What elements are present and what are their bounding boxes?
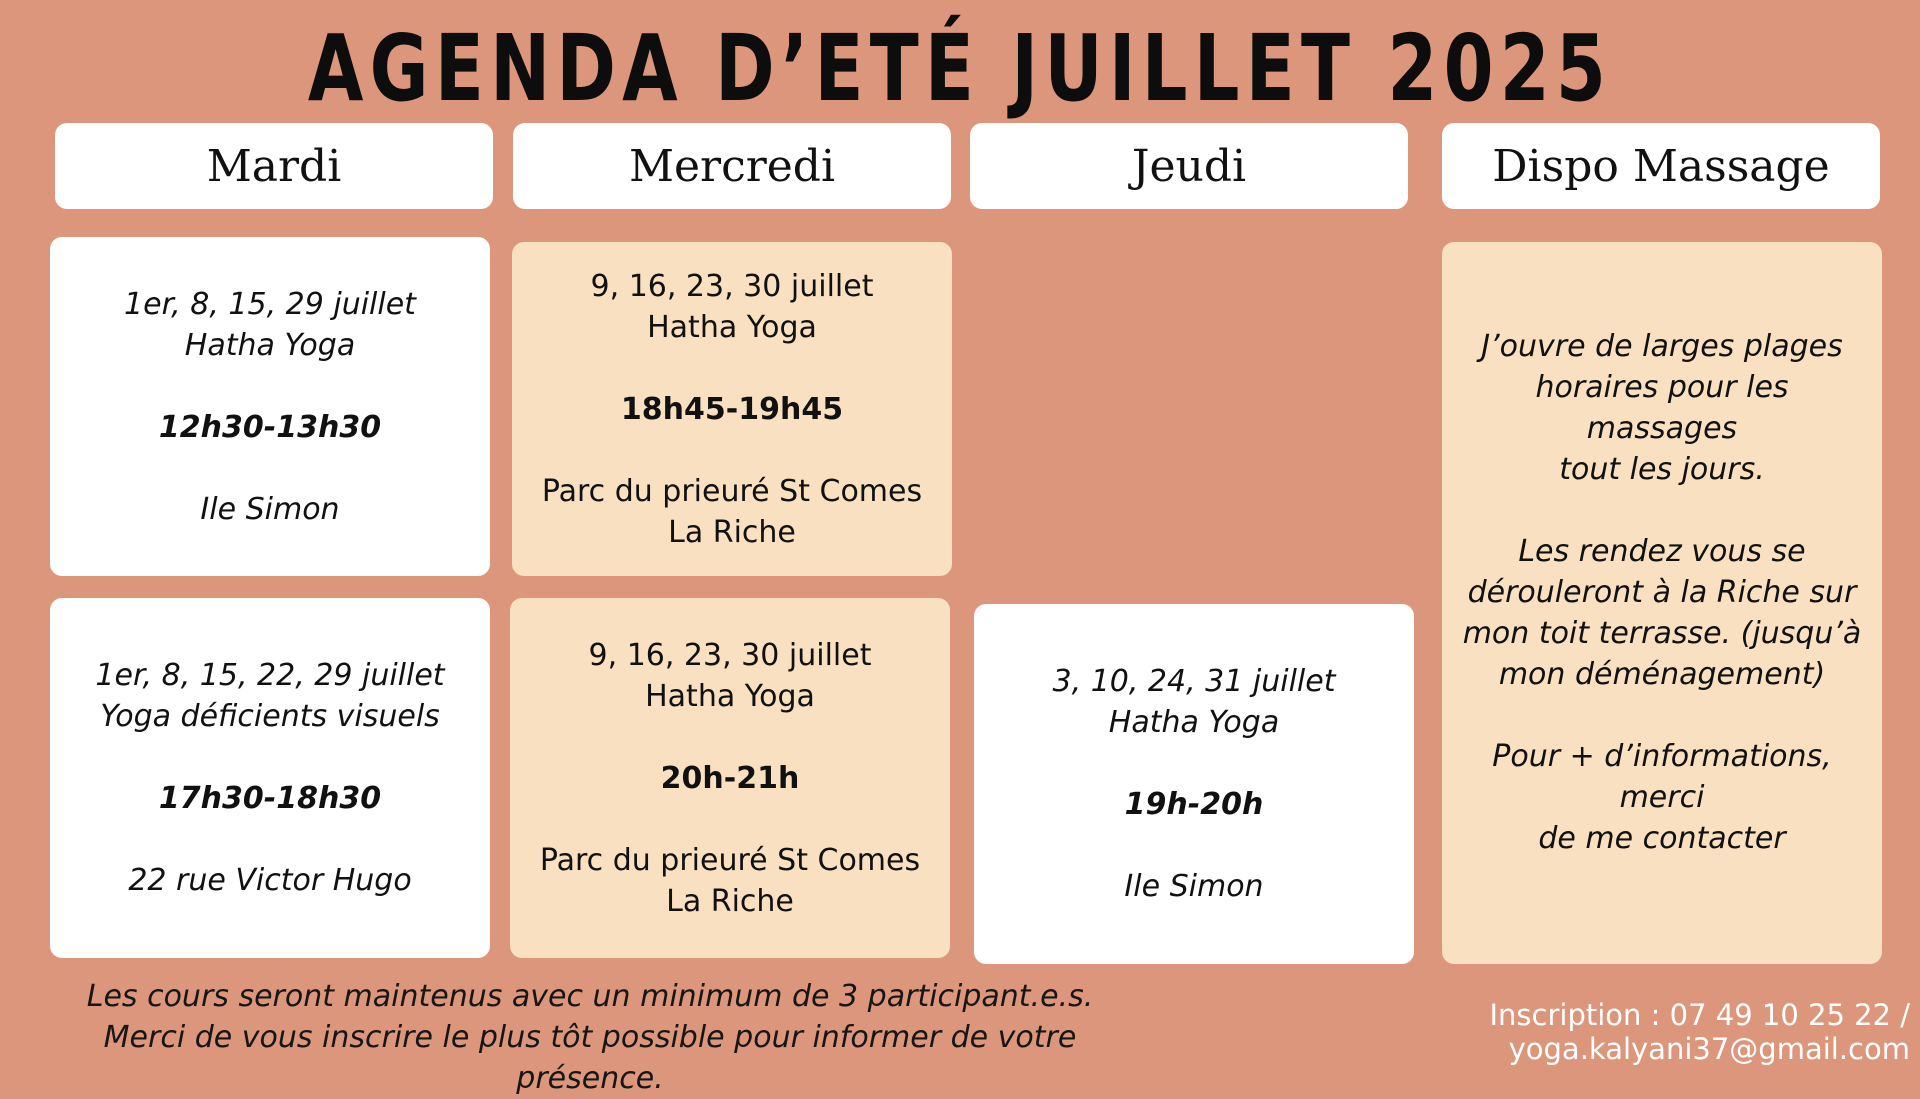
class-activity: Hatha Yoga bbox=[184, 327, 356, 363]
class-time: 20h-21h bbox=[660, 760, 800, 796]
footer-note-line-2: Merci de vous inscrire le plus tôt possible pour informer de votre présence. bbox=[103, 1020, 1077, 1096]
class-dates: 1er, 8, 15, 29 juillet bbox=[124, 286, 416, 322]
class-place: Parc du prieuré St Comes bbox=[539, 842, 921, 878]
mercredi-class-card-1 bbox=[512, 242, 952, 576]
class-place: Ile Simon bbox=[200, 491, 340, 527]
class-place: 22 rue Victor Hugo bbox=[128, 863, 412, 898]
class-dates: 1er, 8, 15, 22, 29 juillet bbox=[95, 658, 445, 693]
class-place-city: La Riche bbox=[668, 514, 796, 550]
class-time: 18h45-19h45 bbox=[620, 391, 844, 427]
mercredi-class-card-2 bbox=[510, 598, 950, 958]
footer-contact: Inscription : 07 49 10 25 22 / yoga.kalyani37@gmail.com bbox=[1489, 998, 1910, 1066]
column-header-mardi: Mardi bbox=[55, 123, 493, 209]
class-activity: Hatha Yoga bbox=[645, 678, 815, 714]
massage-line: horaires pour les massages bbox=[1535, 370, 1789, 446]
massage-line: mon toit terrasse. (jusqu’à bbox=[1462, 616, 1862, 651]
class-time: 12h30-13h30 bbox=[158, 409, 382, 445]
massage-info-card bbox=[1442, 242, 1882, 964]
class-place: Ile Simon bbox=[1124, 869, 1264, 904]
class-activity: Yoga déficients visuels bbox=[100, 699, 440, 734]
column-header-mercredi: Mercredi bbox=[513, 123, 951, 209]
massage-line: Les rendez vous se bbox=[1518, 534, 1806, 569]
mardi-class-card-2 bbox=[50, 598, 490, 958]
class-place: Parc du prieuré St Comes bbox=[541, 473, 923, 509]
massage-line: dérouleront à la Riche sur bbox=[1467, 575, 1857, 610]
massage-line: de me contacter bbox=[1538, 821, 1786, 856]
massage-line: tout les jours. bbox=[1559, 452, 1765, 487]
class-activity: Hatha Yoga bbox=[647, 309, 817, 345]
class-dates: 3, 10, 24, 31 juillet bbox=[1052, 664, 1336, 699]
page-title: AGENDA D’ETÉ JUILLET 2025 bbox=[307, 15, 1613, 122]
class-dates: 9, 16, 23, 30 juillet bbox=[588, 637, 872, 673]
massage-line: J’ouvre de larges plages bbox=[1481, 329, 1843, 364]
class-dates: 9, 16, 23, 30 juillet bbox=[590, 268, 874, 304]
class-time: 17h30-18h30 bbox=[158, 781, 382, 816]
class-activity: Hatha Yoga bbox=[1108, 705, 1280, 740]
column-header-jeudi: Jeudi bbox=[970, 123, 1408, 209]
column-header-dispo-massage: Dispo Massage bbox=[1442, 123, 1880, 209]
footer-note bbox=[40, 976, 1140, 1099]
jeudi-class-card-1 bbox=[974, 604, 1414, 964]
massage-line: Pour + d’informations, merci bbox=[1492, 739, 1832, 815]
massage-line: mon déménagement) bbox=[1498, 657, 1826, 692]
footer-note-line-1: Les cours seront maintenus avec un minimum de 3 participant.e.s. bbox=[86, 979, 1094, 1014]
class-place-city: La Riche bbox=[666, 883, 794, 919]
class-time: 19h-20h bbox=[1124, 787, 1264, 822]
mardi-class-card-1 bbox=[50, 237, 490, 576]
